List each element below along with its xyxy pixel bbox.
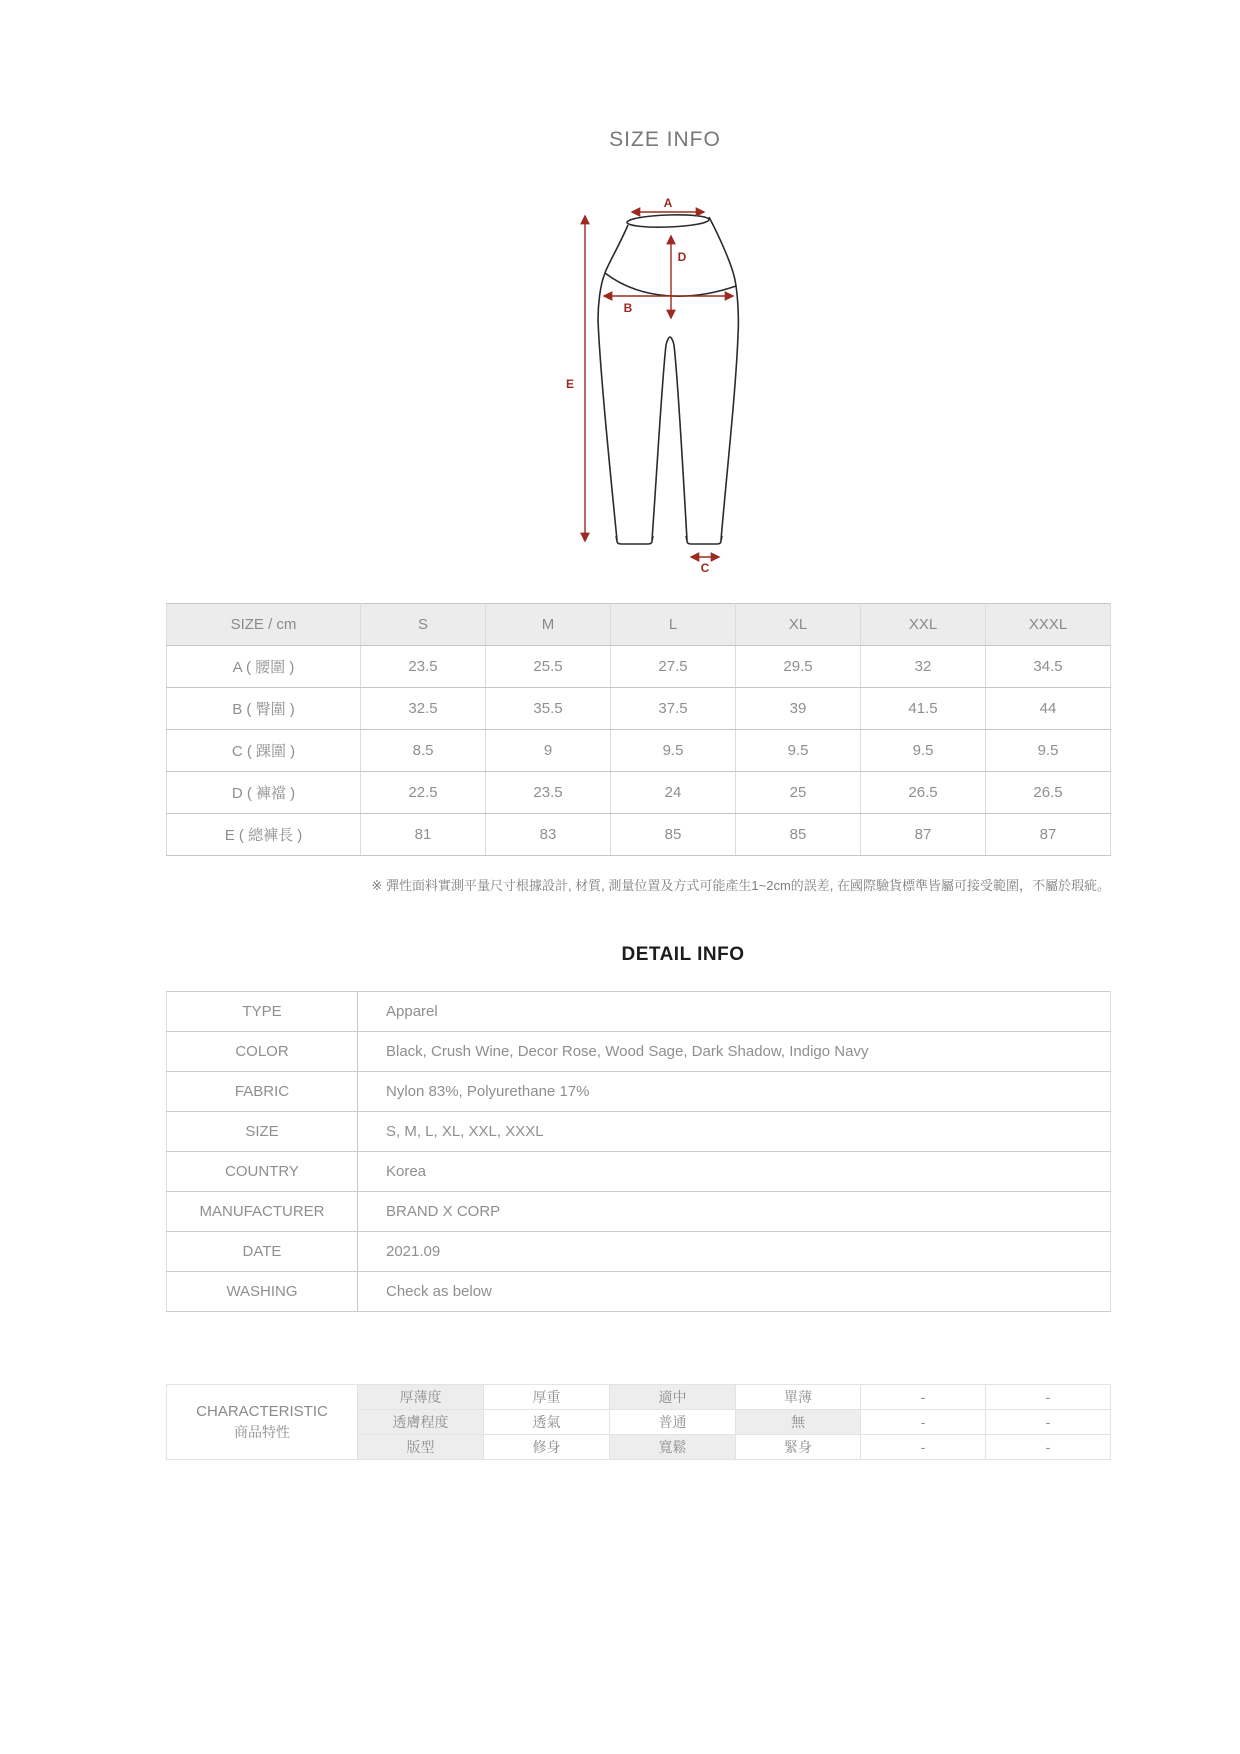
row-label: E ( 總褲長 ) [167,814,361,856]
detail-row-country [167,1152,1111,1192]
char-category: 透膚程度 [358,1410,484,1435]
detail-row-color [167,1032,1111,1072]
char-row-thickness [167,1385,1111,1410]
cell: 29.5 [736,646,861,688]
char-category: 版型 [358,1435,484,1460]
detail-label: MANUFACTURER [167,1192,358,1232]
cell: 27.5 [611,646,736,688]
char-option: 緊身 [736,1435,861,1460]
cell: 87 [986,814,1111,856]
cell: 41.5 [861,688,986,730]
cell: 39 [736,688,861,730]
char-option: - [986,1410,1111,1435]
cell: 8.5 [361,730,486,772]
row-label: B ( 臀圍 ) [167,688,361,730]
cell: 26.5 [861,772,986,814]
detail-value: BRAND X CORP [358,1192,1111,1232]
cell: 81 [361,814,486,856]
cell: 9.5 [986,730,1111,772]
size-table-header-cell: XL [736,604,861,646]
char-option: 適中 [610,1385,736,1410]
char-option: 普通 [610,1410,736,1435]
detail-label: COLOR [167,1032,358,1072]
char-option: - [861,1410,986,1435]
cell: 26.5 [986,772,1111,814]
detail-label: FABRIC [167,1072,358,1112]
char-option: 透氣 [484,1410,610,1435]
detail-info-title: DETAIL INFO [621,944,745,965]
size-table-row-b [167,688,1111,730]
diagram-label-a: A [663,196,673,210]
detail-value: Korea [358,1152,1111,1192]
detail-value: Check as below [358,1272,1111,1312]
char-option: 寬鬆 [610,1435,736,1460]
detail-value: Nylon 83%, Polyurethane 17% [358,1072,1111,1112]
cell: 24 [611,772,736,814]
char-option: 單薄 [736,1385,861,1410]
size-table-header-cell: XXXL [986,604,1111,646]
size-table-header-cell: SIZE / cm [167,604,361,646]
row-label: D ( 褲襠 ) [167,772,361,814]
cell: 35.5 [486,688,611,730]
cell: 25 [736,772,861,814]
cell: 85 [736,814,861,856]
char-option: - [861,1385,986,1410]
cell: 87 [861,814,986,856]
char-option: 厚重 [484,1385,610,1410]
diagram-label-d: D [677,250,687,264]
cell: 32 [861,646,986,688]
detail-value: 2021.09 [358,1232,1111,1272]
size-table-row-e [167,814,1111,856]
char-option: - [986,1385,1111,1410]
size-table-header-cell: L [611,604,736,646]
cell: 44 [986,688,1111,730]
cell: 23.5 [361,646,486,688]
characteristic-title [167,1385,358,1460]
cell: 9.5 [736,730,861,772]
size-table-header-row [167,604,1111,646]
detail-row-fabric [167,1072,1111,1112]
detail-label: DATE [167,1232,358,1272]
cell: 9.5 [861,730,986,772]
detail-row-date [167,1232,1111,1272]
detail-value: S, M, L, XL, XXL, XXXL [358,1112,1111,1152]
row-label: C ( 踝圍 ) [167,730,361,772]
cell: 9.5 [611,730,736,772]
size-table-row-c [167,730,1111,772]
leggings-outline [598,214,738,544]
size-table-header-cell: XXL [861,604,986,646]
detail-label: SIZE [167,1112,358,1152]
cell: 23.5 [486,772,611,814]
cell: 9 [486,730,611,772]
characteristic-table [166,1384,1111,1460]
cell: 85 [611,814,736,856]
size-table [166,603,1111,856]
detail-row-manufacturer [167,1192,1111,1232]
char-category: 厚薄度 [358,1385,484,1410]
detail-value: Apparel [358,992,1111,1032]
detail-row-size [167,1112,1111,1152]
size-table-header-cell: S [361,604,486,646]
cell: 83 [486,814,611,856]
char-option: - [861,1435,986,1460]
characteristic-title-zh: 商品特性 [234,1424,290,1440]
size-info-title: SIZE INFO [609,128,721,151]
detail-table [166,991,1111,1312]
detail-row-type [167,992,1111,1032]
leggings-measurement-diagram [540,170,760,580]
cell: 22.5 [361,772,486,814]
cell: 25.5 [486,646,611,688]
cell: 32.5 [361,688,486,730]
detail-value: Black, Crush Wine, Decor Rose, Wood Sage, Dark Shadow, Indigo Navy [358,1032,1111,1072]
detail-row-washing [167,1272,1111,1312]
cell: 37.5 [611,688,736,730]
diagram-label-e: E [565,377,575,391]
row-label: A ( 腰圍 ) [167,646,361,688]
size-diagram [540,170,760,580]
cell: 34.5 [986,646,1111,688]
diagram-label-c: C [700,561,710,575]
size-tolerance-note: ※ 彈性面料實測平量尺寸根據設計, 材質, 測量位置及方式可能產生1~2cm的誤差, 在國際驗貨標準皆屬可接受範圍，不屬於瑕疵。 [371,878,1110,893]
diagram-label-b: B [623,301,633,315]
size-table-row-a [167,646,1111,688]
char-option: - [986,1435,1111,1460]
detail-label: WASHING [167,1272,358,1312]
size-table-header-cell: M [486,604,611,646]
size-table-row-d [167,772,1111,814]
characteristic-title-en: CHARACTERISTIC [196,1403,328,1420]
detail-label: TYPE [167,992,358,1032]
detail-label: COUNTRY [167,1152,358,1192]
char-option: 無 [736,1410,861,1435]
char-option: 修身 [484,1435,610,1460]
